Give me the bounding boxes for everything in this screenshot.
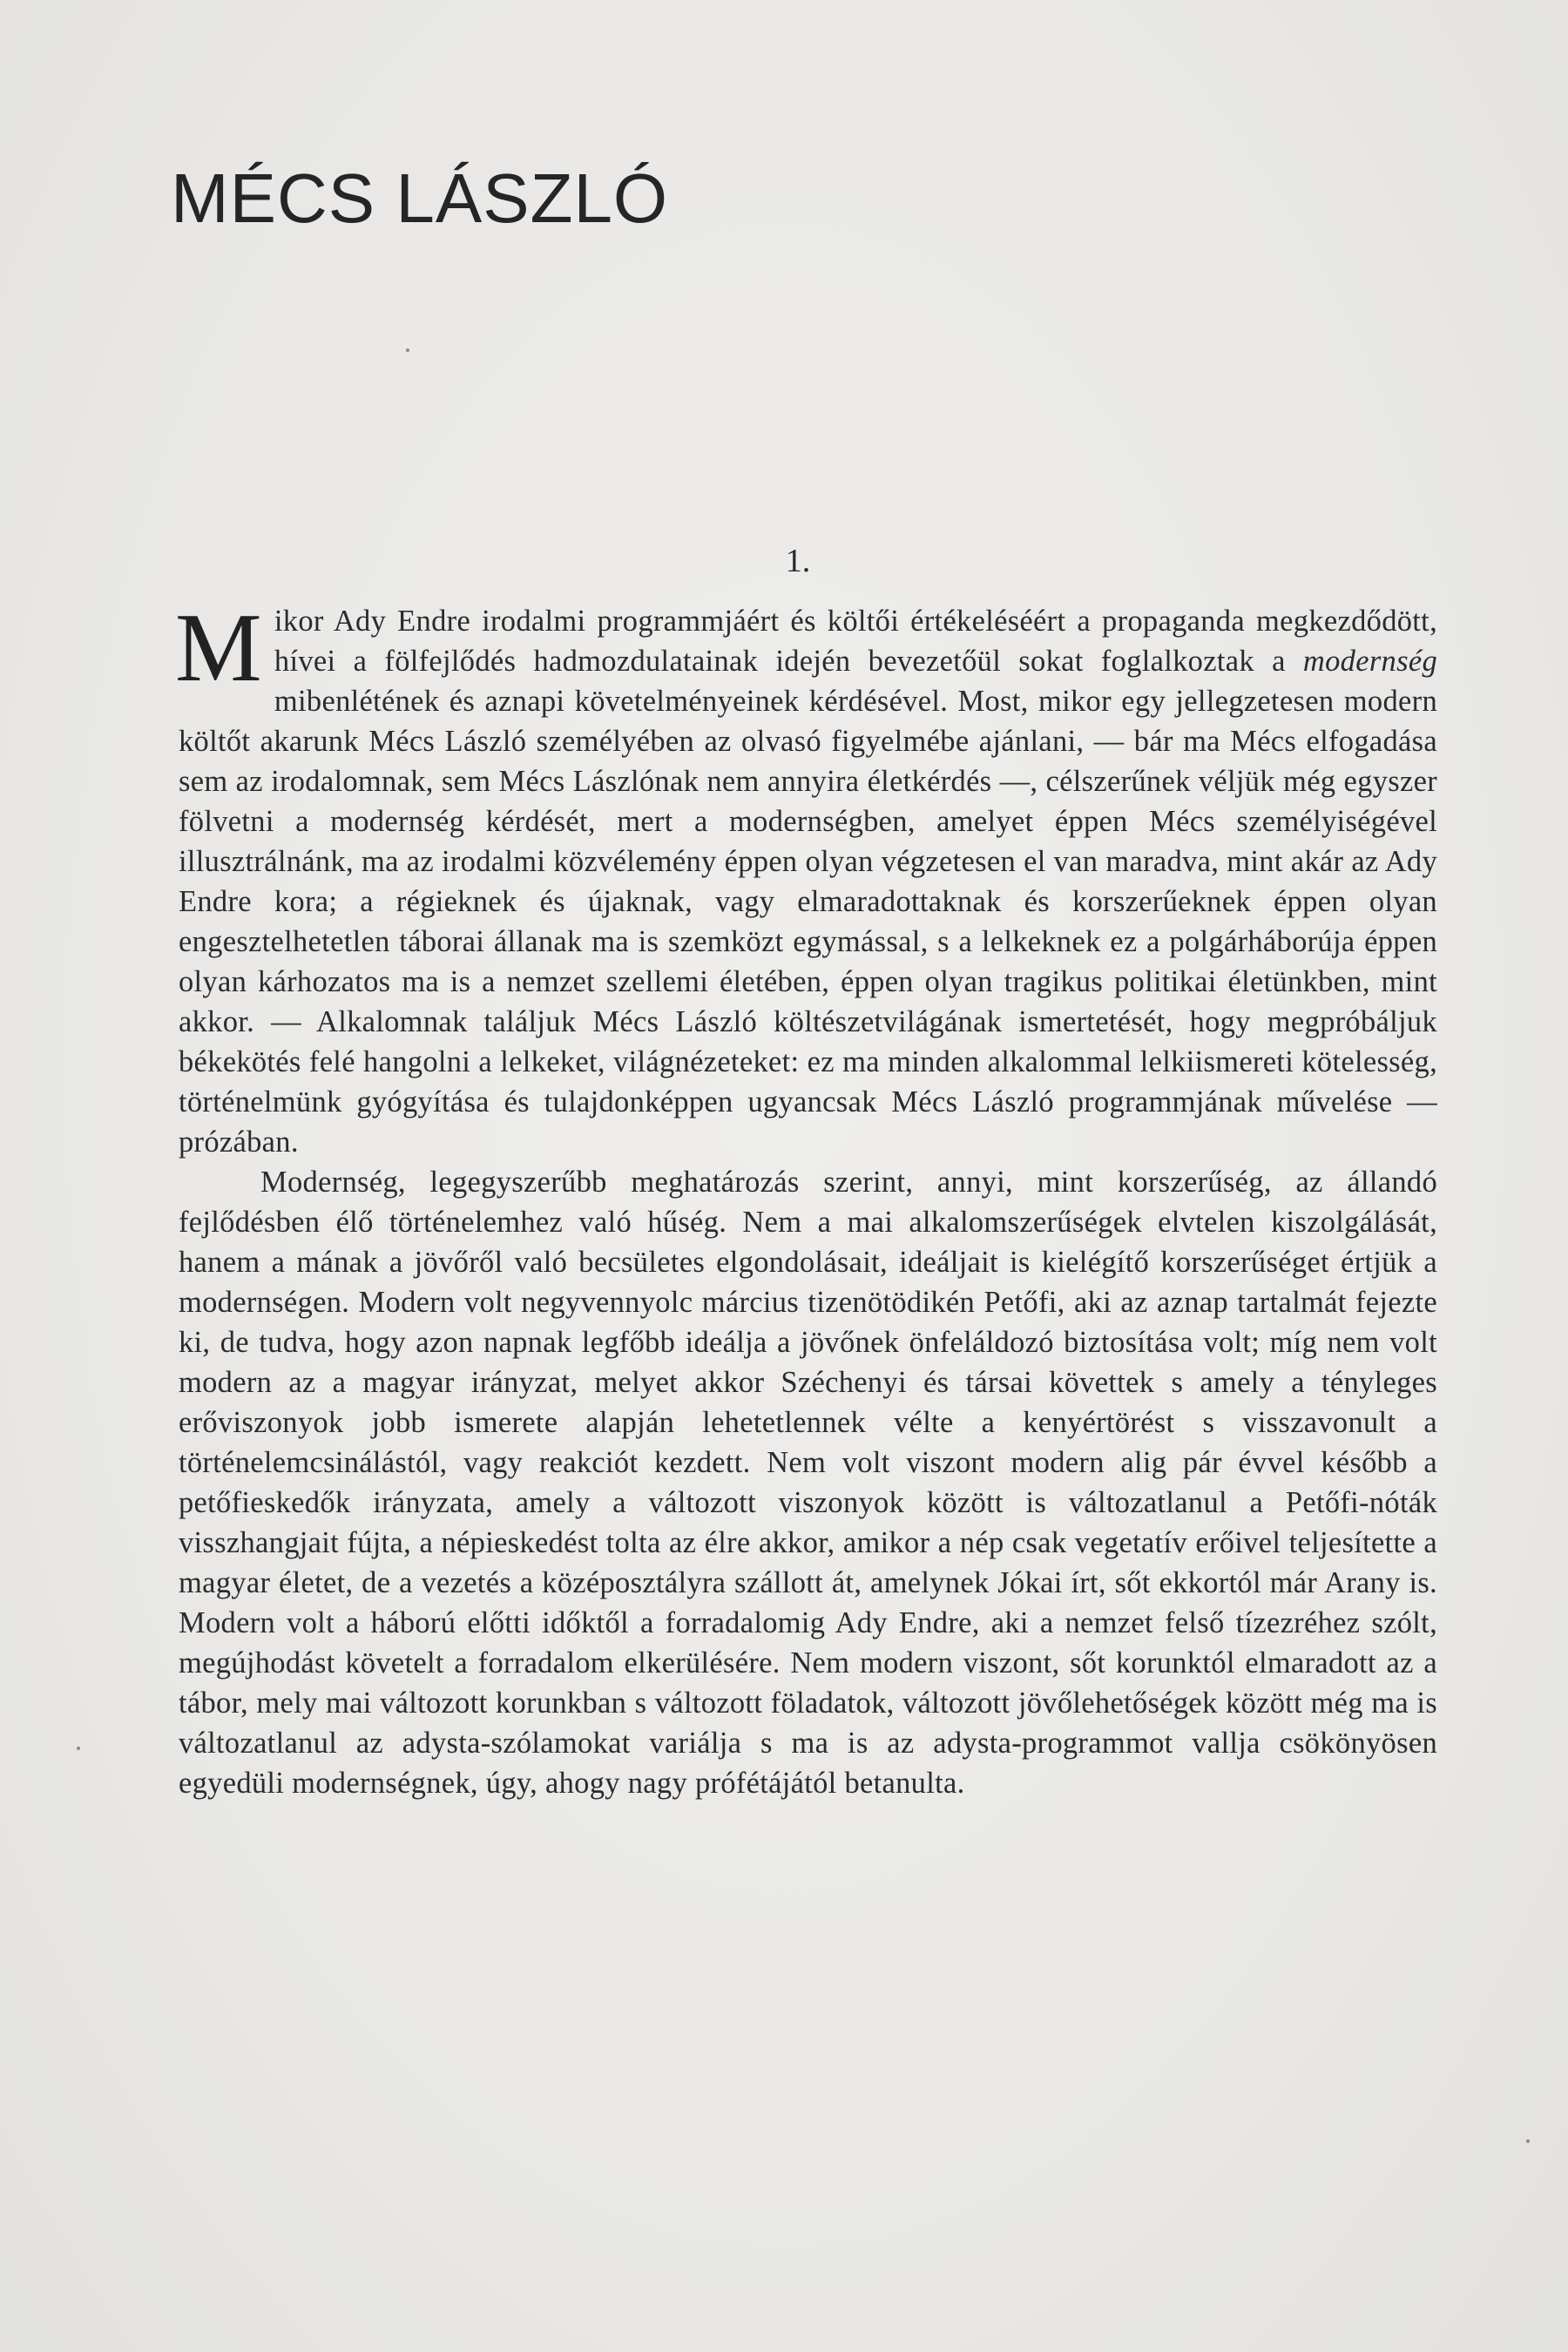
drop-cap: M <box>175 594 262 702</box>
paragraph-1 <box>175 594 1437 1162</box>
paragraph-2: Modernség, legegyszerűbb meghatározás szerint, annyi, mint korszerűség, az állandó fejlődésben élő történelemhez való hűség. Nem a mai alkalomszerűségek elvtelen kiszolgálását, hanem a mának a jövőről való becsületes elgondolásait, ideáljait is kielégítő korszerűséget értjük a modernségen. Modern volt negyvennyolc március tizenötödikén Petőfi, aki az aznap tartalmát fejezte ki, de tudva, hogy azon napnak legfőbb ideálja a jövőnek önfeláldozó biztosítása volt; míg nem volt modern az a magyar irányzat, melyet akkor Széchenyi és társai követtek s amely a tényleges erőviszonyok jobb ismerete alapján lehetetlennek vélte a kenyértörést s visszavonult a történelemcsinálástól, vagy reakciót kezdett. Nem volt viszont modern alig pár évvel később a petőfieskedők irányzata, amely a változott viszonyok között is változatlanul a Petőfi-nóták visszhangjait fújta, a népieskedést tolta az élre akkor, amikor a nép csak vegetatív erőivel teljesítette a magyar életet, de a vezetés a középosztályra szállott át, amelynek Jókai írt, sőt ekkortól már Arany is. Modern volt a háború előtti időktől a forradalomig Ady Endre, aki a nemzet felső tízezréhez szólt, megújhodást követelt a forradalom elkerülésére. Nem modern viszont, sőt korunktól elmaradott az a tábor, mely mai változott korunkban s változott föladatok, változott jövőlehetőségek között még ma is változatlanul az adysta-szólamokat variálja s ma is az adysta-programmot vallja csökönyösen egyedüli modernségnek, úgy, ahogy nagy prófétájától betanulta. <box>179 1166 1437 1800</box>
article-body <box>175 594 1437 1803</box>
paragraph-1-text-a: ikor Ady Endre irodalmi programmjáért és költői értékeléséért a propaganda megkezdődött, hívei a fölfejlődés hadmozdulatainak idején bevezetőül sokat foglalkoztak a <box>274 605 1437 678</box>
paper-speck <box>406 348 409 352</box>
section-number: 1. <box>785 543 811 579</box>
paragraph-1-emphasis: modernség <box>1302 645 1437 678</box>
paper-speck <box>1526 2139 1530 2143</box>
paper-speck <box>77 1747 80 1750</box>
paragraph-1-text-b: mibenlétének és aznapi követelményeinek kérdésével. Most, mikor egy jellegzetesen modern költőt akarunk Mécs László személyében az olvasó figyelmébe ajánlani, — bár ma Mécs elfogadása sem az irodalomnak, sem Mécs Lászlónak nem annyira életkérdés —, célszerűnek véljük még egyszer fölvetni a modernség kérdését, mert a modernségben, amelyet éppen Mécs személyiségével illusztrálnánk, ma az irodalmi közvélemény éppen olyan végzetesen el van maradva, mint akár az Ady Endre kora; a régieknek és újaknak, vagy elmaradottaknak és korszerűeknek éppen olyan engesztelhetetlen táborai állanak ma is szemközt egymással, s a lelkeknek ez a polgárháborúja éppen olyan kárhozatos ma is a nemzet szellemi életében, éppen olyan tragikus politikai életünkben, mint akkor. — Alkalomnak találjuk Mécs László költészetvilágának ismertetését, hogy megpróbáljuk békekötés felé hangolni a lelkeket, világnézeteket: ez ma minden alkalommal lelkiismereti kötelesség, történelmünk gyógyítása és tulajdonképpen ugyancsak Mécs László programmjának művelése — prózában. <box>179 685 1437 1159</box>
page-title: MÉCS LÁSZLÓ <box>171 159 669 237</box>
